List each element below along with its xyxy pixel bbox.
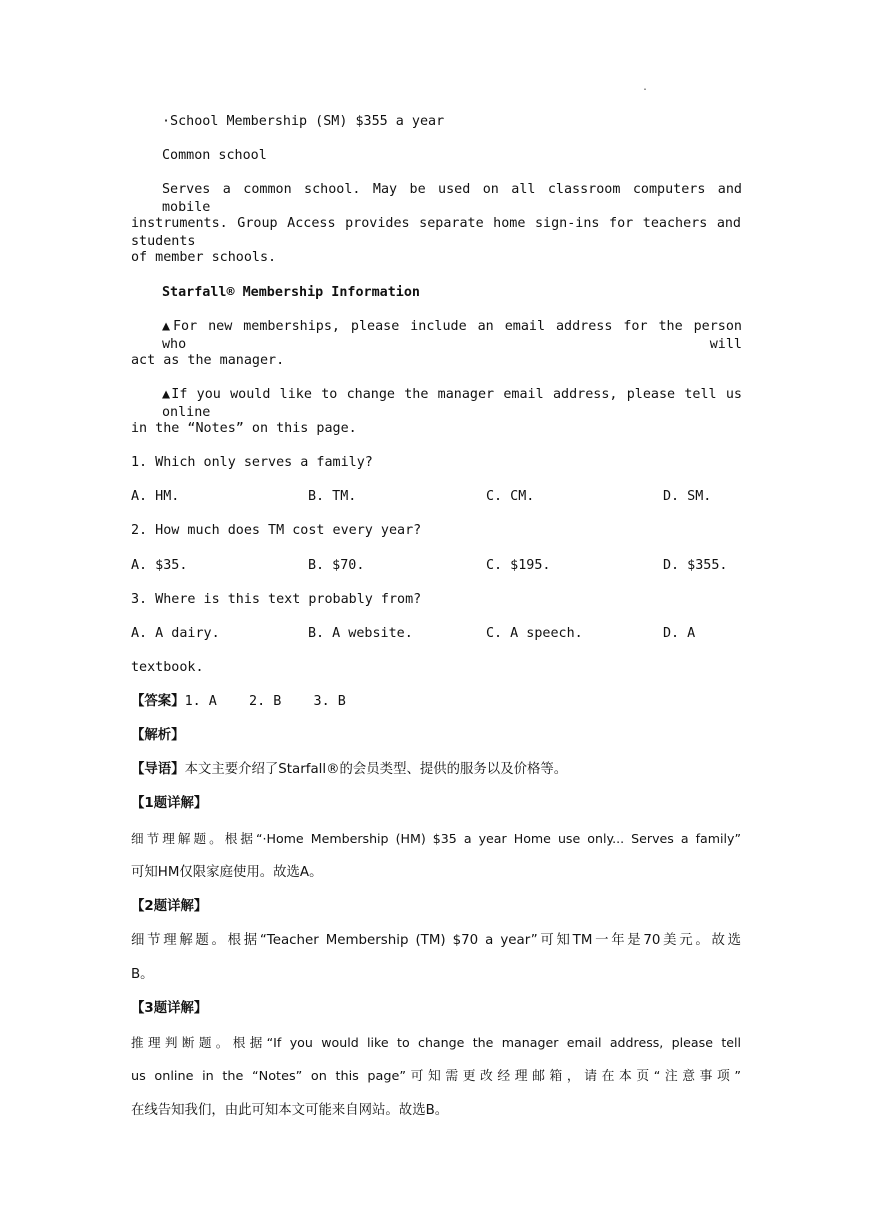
question-3-option-tail: textbook. — [131, 660, 204, 675]
answer-label: 【答案】 — [131, 694, 185, 709]
info-title: Starfall® Membership Information — [162, 285, 420, 300]
detail-1-label: 【1题详解】 — [131, 796, 208, 811]
question-2-option-c: C. $195. — [486, 558, 551, 573]
question-3-option-a: A. A dairy. — [131, 626, 220, 641]
analysis-label: 【解析】 — [131, 728, 185, 743]
detail-3-line2: us online in the “Notes” on this page”可知需更改经理邮箱，请在本页“注意事项” — [131, 1069, 741, 1084]
question-2-stem: 2. How much does TM cost every year? — [131, 523, 422, 538]
sm-desc-line3: of member schools. — [131, 250, 277, 265]
detail-3-line3: 在线告知我们，由此可知本文可能来自网站。故选B。 — [131, 1103, 449, 1118]
detail-2-line2: B。 — [131, 967, 154, 982]
question-2-option-b: B. $70. — [308, 558, 365, 573]
question-1-option-c: C. CM. — [486, 489, 535, 504]
question-1-option-d: D. SM. — [663, 489, 712, 504]
question-3-option-b: B. A website. — [308, 626, 413, 641]
question-3-option-c: C. A speech. — [486, 626, 583, 641]
info-note1-line2: act as the manager. — [131, 353, 285, 368]
info-note1-line1: ▲For new memberships, please include an email address for the person who will — [162, 319, 742, 352]
intro-text: 本文主要介绍了Starfall®的会员类型、提供的服务以及价格等。 — [184, 762, 568, 777]
answer-line — [131, 693, 741, 711]
detail-2-line1: 细节理解题。根据“Teacher Membership (TM) $70 a year”可知TM一年是70美元。故选 — [131, 933, 741, 948]
header-mark: . — [642, 82, 649, 93]
detail-1-line2: 可知HM仅限家庭使用。故选A。 — [131, 865, 323, 880]
question-3-stem: 3. Where is this text probably from? — [131, 592, 422, 607]
sm-desc-line2: instruments. Group Access provides separate home sign-ins for teachers and students — [131, 216, 741, 249]
intro-label: 【导语】 — [131, 762, 185, 777]
info-note2-line2: in the “Notes” on this page. — [131, 421, 357, 436]
detail-2-label: 【2题详解】 — [131, 899, 208, 914]
sm-bullet: ·School Membership (SM) $355 a year — [162, 114, 445, 129]
detail-3-line1: 推理判断题。根据“If you would like to change the manager email address, please tell — [131, 1035, 741, 1050]
detail-3-label: 【3题详解】 — [131, 1001, 208, 1016]
question-2-option-a: A. $35. — [131, 558, 188, 573]
sm-subtitle: Common school — [162, 148, 267, 163]
question-1-stem: 1. Which only serves a family? — [131, 455, 373, 470]
info-note2-line1: ▲If you would like to change the manager email address, please tell us online — [162, 387, 742, 420]
question-1-option-a: A. HM. — [131, 489, 180, 504]
intro-line — [131, 761, 741, 779]
question-3-option-d: D. A — [663, 626, 696, 641]
detail-1-line1: 细节理解题。根据“·Home Membership (HM) $35 a year Home use only... Serves a family” — [131, 831, 741, 846]
question-1-option-b: B. TM. — [308, 489, 357, 504]
sm-desc-line1: Serves a common school. May be used on all classroom computers and mobile — [162, 182, 742, 215]
answer-text: 1. A 2. B 3. B — [184, 694, 346, 709]
question-2-option-d: D. $355. — [663, 558, 728, 573]
